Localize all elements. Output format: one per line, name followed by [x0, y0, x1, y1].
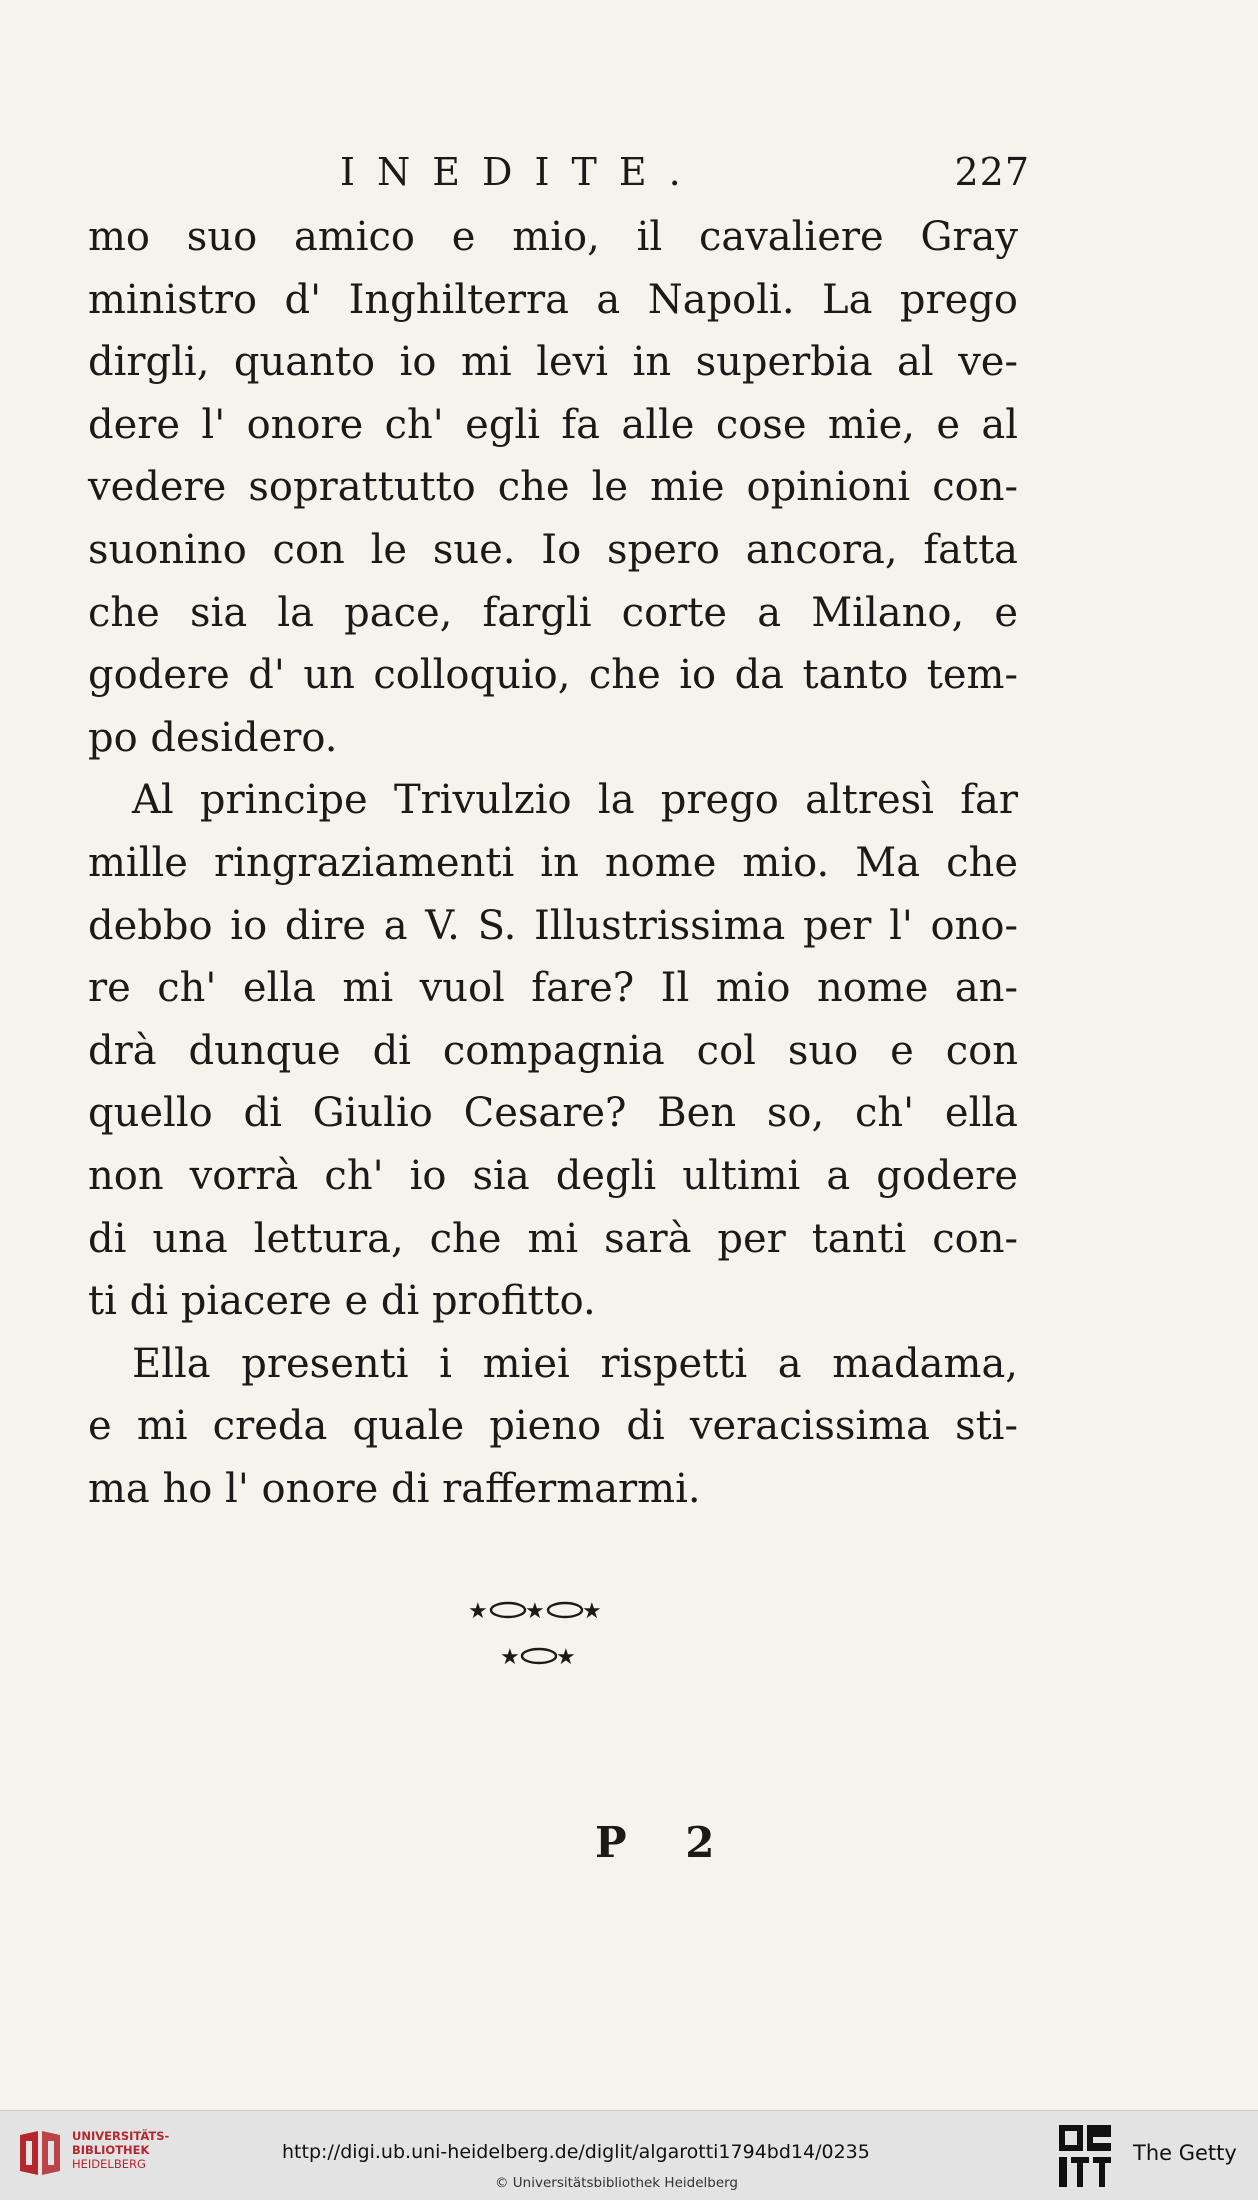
svg-text:★: ★ — [556, 1645, 576, 1670]
getty-logo-icon — [1057, 2123, 1113, 2189]
svg-text:★: ★ — [525, 1599, 545, 1624]
body-line: che sia la pace, fargli corte a Milano, e — [88, 589, 1018, 636]
body-line: quello di Giulio Cesare? Ben so, ch' ella — [88, 1090, 1018, 1137]
permalink-url[interactable]: http://digi.ub.uni-heidelberg.de/diglit/algarotti1794bd14/0235 — [282, 2141, 870, 2163]
body-line: debbo io dire a V. S. Illustrissima per l' ono- — [88, 902, 1018, 949]
page-number: 227 — [954, 150, 1030, 194]
body-line: re ch' ella mi vuol fare? Il mio nome an- — [88, 965, 1018, 1012]
body-line: suonino con le sue. Io spero ancora, fatta — [88, 526, 1018, 573]
library-line-3: HEIDELBERG — [72, 2157, 146, 2171]
body-line: mille ringraziamenti in nome mio. Ma che — [88, 839, 1018, 886]
library-line-1: UNIVERSITÄTS- — [72, 2129, 170, 2143]
library-line-2: BIBLIOTHEK — [72, 2143, 150, 2157]
body-line: dere l' onore ch' egli fa alle cose mie, e al — [88, 401, 1018, 448]
library-name — [72, 2129, 169, 2171]
body-line: di una lettura, che mi sarà per tanti con- — [88, 1215, 1018, 1262]
body-line: ma ho l' onore di raffermarmi. — [88, 1465, 701, 1512]
getty-name: The Getty — [1133, 2141, 1237, 2165]
body-line: e mi creda quale pieno di veracissima sti- — [88, 1403, 1018, 1450]
body-line: po desidero. — [88, 714, 338, 761]
viewer-footer — [0, 2110, 1258, 2200]
body-line: Al principe Trivulzio la prego altresì far — [132, 777, 1018, 824]
svg-text:★: ★ — [468, 1599, 488, 1624]
signature-mark: P 2 — [595, 1818, 737, 1867]
decorative-ornament-icon — [440, 1588, 620, 1678]
letter-body — [88, 206, 1018, 1520]
body-line: ministro d' Inghilterra a Napoli. La prego — [88, 276, 1018, 323]
body-line: ti di piacere e di profitto. — [88, 1278, 596, 1325]
running-head-title: INEDITE. — [340, 150, 703, 194]
body-line: dirgli, quanto io mi levi in superbia al ve- — [88, 339, 1018, 386]
svg-text:★: ★ — [582, 1599, 602, 1624]
body-line: Ella presenti i miei rispetti a madama, — [132, 1340, 1018, 1387]
body-line: mo suo amico e mio, il cavaliere Gray — [88, 214, 1018, 260]
svg-text:★: ★ — [500, 1645, 520, 1670]
body-line: drà dunque di compagnia col suo e con — [88, 1027, 1018, 1074]
body-line: godere d' un colloquio, che io da tanto tem- — [88, 652, 1018, 699]
copyright-notice: © Universitätsbibliothek Heidelberg — [495, 2175, 739, 2191]
university-library-logo-icon — [14, 2127, 66, 2179]
running-head — [340, 150, 1030, 200]
body-line: non vorrà ch' io sia degli ultimi a godere — [88, 1152, 1018, 1199]
body-line: vedere soprattutto che le mie opinioni con- — [88, 464, 1018, 511]
